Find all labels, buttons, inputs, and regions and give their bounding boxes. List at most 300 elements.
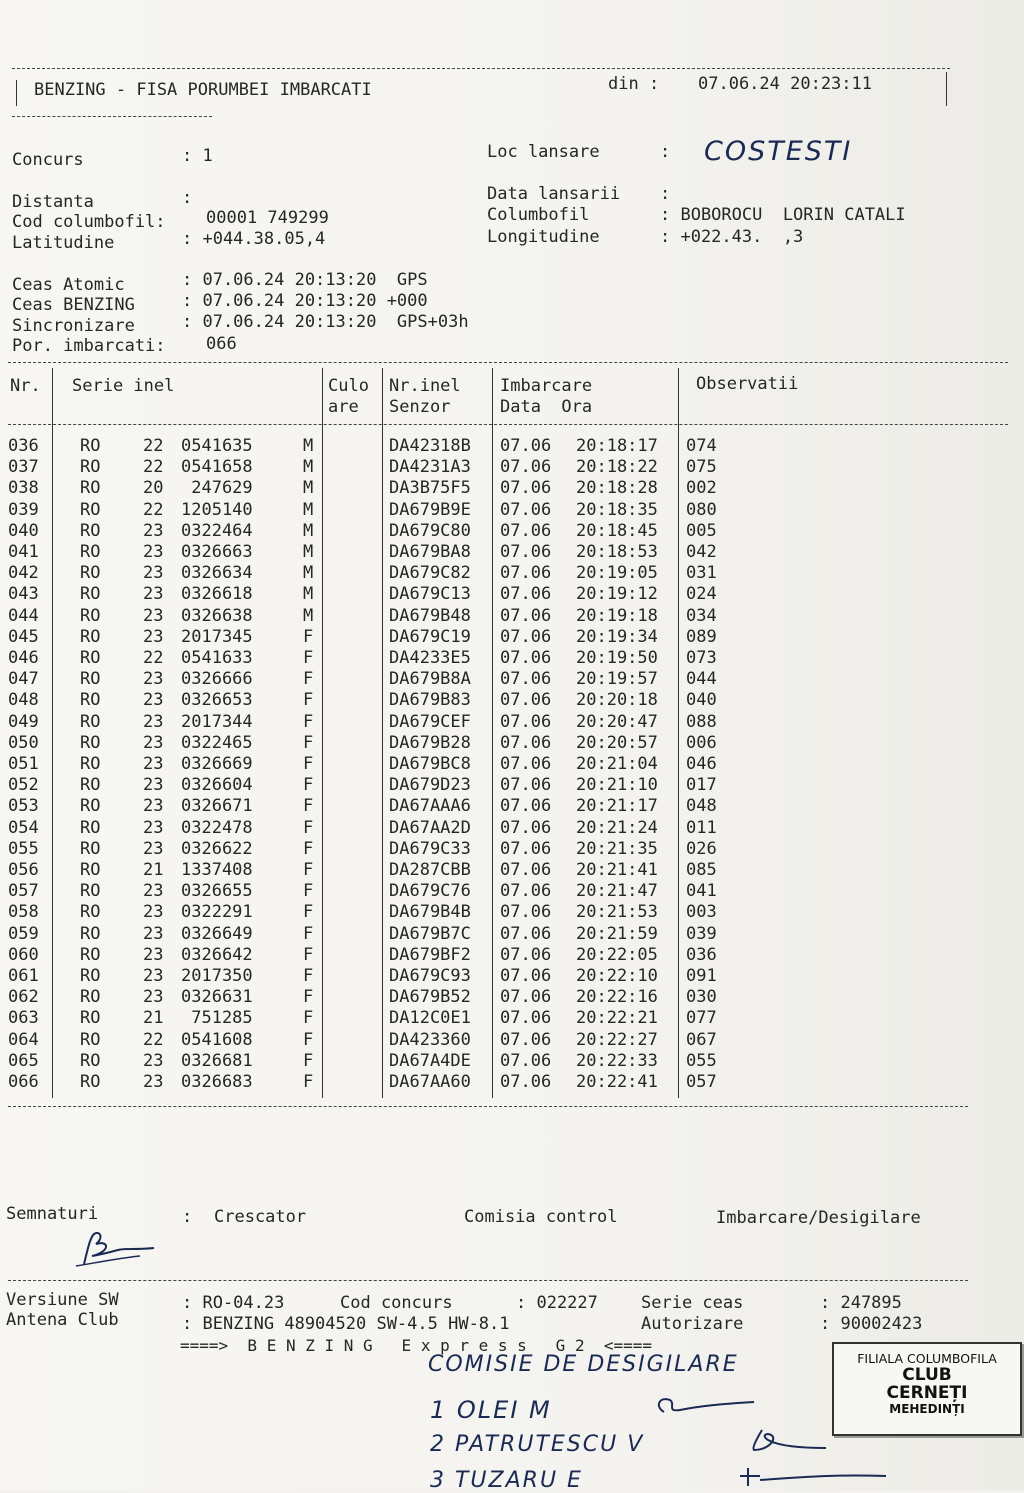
cell-sensor: DA679C33 [389,838,471,859]
cell-year: 23 [143,669,164,690]
cell-nr: 039 [8,499,39,520]
cell-sex: M [303,542,314,562]
cell-obs: 005 [686,520,717,541]
cell-date: 07.06 [500,1008,552,1029]
ceas-benzing-value: : 07.06.24 20:13:20 +000 [182,291,428,311]
ceas-benzing-label: Ceas BENZING [12,295,135,315]
loc-lansare-colon: : [660,142,671,162]
club-stamp [832,1342,1022,1436]
cell-date: 07.06 [500,711,552,732]
cell-year: 23 [143,838,164,859]
cell-ring: 0326683 [181,1072,253,1092]
table-row [0,1030,1024,1051]
table-row [0,436,1024,457]
table-row [0,690,1024,711]
cell-sex: M [303,436,314,456]
cell-sensor: DA679C93 [389,966,471,986]
cell-year: 23 [143,711,164,732]
table-row [0,1072,1024,1093]
table-header-rule [8,424,1008,425]
table-row [0,839,1024,860]
table-row [0,669,1024,690]
cell-nr: 063 [8,1008,39,1029]
columbofil-label: Columbofil [487,205,590,225]
data-lansarii-value: : [660,184,671,204]
cell-country: RO [80,1008,101,1029]
cell-date: 07.06 [500,902,552,923]
table-row [0,584,1024,605]
stamp-line-2: CLUB [902,1364,952,1385]
commission-member-2: 2 PATRUTESCU V [430,1432,645,1457]
cell-obs: 088 [686,711,717,732]
cell-year: 23 [143,775,164,796]
cell-sex: F [303,944,314,965]
cell-country: RO [80,499,101,520]
cell-year: 23 [143,944,164,965]
header-nrinel: Nr.inel [389,376,461,396]
cell-time: 20:18:45 [576,520,658,541]
cell-ring: 0326655 [181,881,253,902]
cell-time: 20:18:35 [576,499,658,520]
cell-obs: 034 [686,605,717,626]
cell-ring: 0326631 [181,987,253,1008]
cell-country: RO [80,1072,101,1092]
cell-country: RO [80,711,101,732]
table-row [0,902,1024,923]
cell-sensor: DA679C82 [389,563,471,584]
cell-nr: 055 [8,838,39,859]
antena-club-value: : BENZING 48904520 SW-4.5 HW-8.1 [182,1314,510,1334]
cell-sex: F [303,796,314,817]
cell-ring: 247629 [181,478,253,499]
cell-country: RO [80,648,101,668]
cell-time: 20:21:35 [576,838,658,859]
cell-sensor: DA679BF2 [389,944,471,965]
semnaturi-colon: : [182,1207,193,1227]
cell-date: 07.06 [500,605,552,626]
cell-sensor: DA679C19 [389,626,471,647]
cell-time: 20:22:21 [576,1008,658,1029]
cell-country: RO [80,1029,101,1050]
cell-year: 23 [143,584,164,605]
table-row [0,987,1024,1008]
cell-time: 20:19:50 [576,648,658,668]
cell-time: 20:22:27 [576,1029,658,1050]
cell-obs: 055 [686,1050,717,1071]
cell-date: 07.06 [500,1072,552,1092]
cell-nr: 040 [8,520,39,541]
cell-ring: 0541635 [181,436,253,456]
cell-time: 20:21:04 [576,754,658,774]
cell-date: 07.06 [500,881,552,902]
antena-club-label: Antena Club [6,1310,119,1330]
cell-obs: 041 [686,881,717,902]
table-row [0,754,1024,775]
cell-time: 20:20:47 [576,711,658,732]
cell-ring: 0326653 [181,690,253,711]
cell-country: RO [80,966,101,986]
cell-sex: F [303,669,314,690]
cell-date: 07.06 [500,690,552,711]
cell-country: RO [80,669,101,690]
cell-sex: F [303,1029,314,1050]
cell-ring: 0322465 [181,732,253,753]
concurs-label: Concurs [12,150,84,170]
cell-country: RO [80,902,101,923]
cell-sensor: DA287CBB [389,860,471,880]
cell-obs: 002 [686,478,717,499]
din-value: 07.06.24 20:23:11 [698,74,872,94]
cell-country: RO [80,457,101,478]
cell-sex: M [303,563,314,584]
cell-sensor: DA679B9E [389,499,471,520]
distanta-label: Distanta [12,192,94,212]
cell-ring: 0541633 [181,648,253,668]
cell-country: RO [80,754,101,774]
cell-nr: 056 [8,860,39,880]
cell-sensor: DA679B8A [389,669,471,690]
cell-nr: 047 [8,669,39,690]
autorizare-label: Autorizare [641,1314,744,1334]
cell-year: 23 [143,987,164,1008]
cell-country: RO [80,605,101,626]
cell-country: RO [80,520,101,541]
cell-year: 21 [143,860,164,880]
cell-nr: 036 [8,436,39,456]
cell-sensor: DA67A4DE [389,1050,471,1071]
cell-ring: 0541608 [181,1029,253,1050]
loc-lansare-handwritten: COSTESTI [704,136,853,167]
cell-time: 20:19:18 [576,605,658,626]
document-title: BENZING - FISA PORUMBEI IMBARCATI [34,80,372,100]
cell-sensor: DA423360 [389,1029,471,1050]
cell-obs: 011 [686,817,717,838]
table-row [0,521,1024,542]
cell-sensor: DA679B7C [389,923,471,944]
table-row [0,924,1024,945]
cell-country: RO [80,817,101,838]
cell-sensor: DA679B4B [389,902,471,923]
ceas-atomic-value: : 07.06.24 20:13:20 GPS [182,270,428,290]
cell-sensor: DA679CEF [389,711,471,732]
cell-obs: 044 [686,669,717,690]
table-row [0,796,1024,817]
cell-time: 20:19:34 [576,626,658,647]
cell-date: 07.06 [500,669,552,690]
cell-sex: F [303,690,314,711]
table-row [0,733,1024,754]
cell-obs: 039 [686,923,717,944]
ceas-atomic-label: Ceas Atomic [12,275,125,295]
cell-date: 07.06 [500,520,552,541]
cell-date: 07.06 [500,838,552,859]
cell-date: 07.06 [500,648,552,668]
cell-ring: 0326634 [181,563,253,584]
latitudine-label: Latitudine [12,233,115,253]
data-lansarii-label: Data lansarii [487,184,621,204]
cell-nr: 045 [8,626,39,647]
cod-columbofil-value: 00001 749299 [206,208,329,228]
cell-time: 20:22:05 [576,944,658,965]
cell-sex: F [303,1008,314,1029]
cell-nr: 051 [8,754,39,774]
header-imbarcare: Imbarcare [500,376,593,396]
table-row [0,606,1024,627]
cell-ring: 0326622 [181,838,253,859]
table-top-rule [8,362,1008,363]
table-row [0,500,1024,521]
cell-date: 07.06 [500,436,552,456]
cell-sex: F [303,987,314,1008]
latitudine-value: : +044.38.05,4 [182,229,326,249]
table-row [0,775,1024,796]
cell-nr: 042 [8,563,39,584]
cell-nr: 052 [8,775,39,796]
concurs-value: : 1 [182,146,213,166]
cell-year: 23 [143,626,164,647]
cell-date: 07.06 [500,775,552,796]
cell-ring: 2017344 [181,711,253,732]
cell-obs: 036 [686,944,717,965]
table-row [0,457,1024,478]
cell-ring: 0322464 [181,520,253,541]
cell-date: 07.06 [500,817,552,838]
cell-ring: 0322478 [181,817,253,838]
stamp-line-1: FILIALA COLUMBOFILA [857,1351,997,1366]
table-row [0,1008,1024,1029]
cell-ring: 0326663 [181,542,253,562]
cell-obs: 040 [686,690,717,711]
cell-country: RO [80,944,101,965]
cell-ring: 0326669 [181,754,253,774]
serie-ceas-label: Serie ceas [641,1293,744,1313]
cod-concurs-value: : 022227 [516,1293,598,1313]
cell-date: 07.06 [500,1050,552,1071]
header-data-ora: Data Ora [500,397,593,417]
comisie-handwritten: COMISIE DE DESIGILARE [428,1352,739,1377]
header-are: are [328,397,359,417]
table-row [0,818,1024,839]
cell-sensor: DA679C13 [389,584,471,605]
cell-country: RO [80,584,101,605]
crescator-label: Crescator [214,1207,307,1227]
cod-columbofil-label: Cod columbofil: [12,212,166,232]
commission-member-1: 1 OLEI M [430,1396,552,1424]
cell-year: 23 [143,923,164,944]
cell-obs: 091 [686,966,717,986]
cell-year: 22 [143,1029,164,1050]
cell-obs: 085 [686,860,717,880]
cell-year: 23 [143,1050,164,1071]
cell-ring: 0326666 [181,669,253,690]
table-row [0,881,1024,902]
cell-time: 20:22:10 [576,966,658,986]
cell-country: RO [80,796,101,817]
header-top-rule [12,68,950,69]
cell-date: 07.06 [500,796,552,817]
cell-obs: 031 [686,563,717,584]
cell-time: 20:22:33 [576,1050,658,1071]
columbofil-value: : BOBOROCU LORIN CATALI [660,205,906,225]
cell-time: 20:21:59 [576,923,658,944]
cell-sex: F [303,817,314,838]
cell-obs: 024 [686,584,717,605]
versiune-sw-value: : RO-04.23 [182,1293,285,1313]
longitudine-value: : +022.43. ,3 [660,227,804,247]
cell-ring: 0326649 [181,923,253,944]
cell-sex: M [303,457,314,478]
cell-sensor: DA3B75F5 [389,478,471,499]
cell-year: 22 [143,436,164,456]
cell-sensor: DA679BC8 [389,754,471,774]
cell-sensor: DA679BA8 [389,542,471,562]
cell-obs: 003 [686,902,717,923]
cell-nr: 064 [8,1029,39,1050]
cell-country: RO [80,626,101,647]
autorizare-value: : 90002423 [820,1314,923,1334]
cell-sex: F [303,754,314,774]
cell-time: 20:19:12 [576,584,658,605]
longitudine-label: Longitudine [487,227,600,247]
stamp-line-4: MEHEDINȚI [889,1402,965,1417]
cell-nr: 038 [8,478,39,499]
cod-concurs-label: Cod concurs [340,1293,453,1313]
cell-time: 20:22:16 [576,987,658,1008]
crescator-signature [70,1228,160,1272]
cell-date: 07.06 [500,478,552,499]
cell-country: RO [80,1050,101,1071]
loc-lansare-label: Loc lansare [487,142,600,162]
cell-sensor: DA42318B [389,436,471,456]
distanta-value: : [182,188,193,208]
table-row [0,627,1024,648]
cell-ring: 2017350 [181,966,253,986]
cell-sex: F [303,1050,314,1071]
cell-sensor: DA4231A3 [389,457,471,478]
member-2-signature [740,1426,830,1456]
cell-nr: 043 [8,584,39,605]
cell-time: 20:18:22 [576,457,658,478]
cell-date: 07.06 [500,923,552,944]
cell-nr: 066 [8,1072,39,1092]
cell-date: 07.06 [500,966,552,986]
cell-sensor: DA679C80 [389,520,471,541]
cell-nr: 046 [8,648,39,668]
cell-time: 20:22:41 [576,1072,658,1092]
cell-sex: M [303,584,314,605]
cell-year: 23 [143,605,164,626]
cell-sex: F [303,923,314,944]
cell-country: RO [80,436,101,456]
cell-date: 07.06 [500,1029,552,1050]
cell-year: 23 [143,690,164,711]
cell-year: 23 [143,966,164,986]
cell-nr: 050 [8,732,39,753]
cell-date: 07.06 [500,754,552,774]
cell-sex: F [303,626,314,647]
cell-sensor: DA4233E5 [389,648,471,668]
cell-sensor: DA679B52 [389,987,471,1008]
benzing-express-banner: ====> B E N Z I N G E x p r e s s G 2 <==== [180,1336,653,1355]
cell-obs: 067 [686,1029,717,1050]
cell-country: RO [80,732,101,753]
cell-date: 07.06 [500,542,552,562]
cell-time: 20:18:17 [576,436,658,456]
cell-date: 07.06 [500,499,552,520]
cell-country: RO [80,690,101,711]
table-row [0,966,1024,987]
cell-nr: 059 [8,923,39,944]
cell-date: 07.06 [500,563,552,584]
cell-year: 21 [143,1008,164,1029]
cell-sex: F [303,966,314,986]
cell-sex: F [303,860,314,880]
header-nr: Nr. [10,376,41,396]
cell-nr: 057 [8,881,39,902]
cell-year: 23 [143,1072,164,1092]
cell-obs: 089 [686,626,717,647]
cell-nr: 060 [8,944,39,965]
cell-date: 07.06 [500,626,552,647]
serie-ceas-value: : 247895 [820,1293,902,1313]
cell-year: 23 [143,542,164,562]
cell-nr: 037 [8,457,39,478]
cell-year: 20 [143,478,164,499]
cell-country: RO [80,563,101,584]
table-bottom-rule [8,1106,968,1107]
cell-time: 20:19:57 [576,669,658,690]
cell-sensor: DA679B28 [389,732,471,753]
cell-sex: M [303,499,314,520]
cell-country: RO [80,860,101,880]
cell-sensor: DA12C0E1 [389,1008,471,1029]
cell-time: 20:20:57 [576,732,658,753]
cell-ring: 0326604 [181,775,253,796]
cell-year: 23 [143,520,164,541]
cell-date: 07.06 [500,457,552,478]
cell-sex: M [303,605,314,626]
member-1-signature [650,1392,760,1422]
header-culo: Culo [328,376,369,396]
cell-ring: 0541658 [181,457,253,478]
cell-country: RO [80,987,101,1008]
cell-time: 20:21:10 [576,775,658,796]
cell-date: 07.06 [500,860,552,880]
cell-obs: 073 [686,648,717,668]
cell-sex: M [303,478,314,499]
cell-country: RO [80,923,101,944]
din-label: din : [608,74,660,94]
cell-time: 20:18:53 [576,542,658,562]
cell-time: 20:19:05 [576,563,658,584]
cell-obs: 057 [686,1072,717,1092]
cell-date: 07.06 [500,732,552,753]
cell-time: 20:21:53 [576,902,658,923]
cell-sensor: DA67AA60 [389,1072,471,1092]
table-row [0,648,1024,669]
cell-sensor: DA679B48 [389,605,471,626]
cell-obs: 046 [686,754,717,774]
por-imbarcati-value: 066 [206,334,237,354]
header-senzor: Senzor [389,397,451,417]
cell-sex: F [303,775,314,796]
cell-sensor: DA67AAA6 [389,796,471,817]
cell-time: 20:21:24 [576,817,658,838]
cell-obs: 075 [686,457,717,478]
cell-sensor: DA679C76 [389,881,471,902]
cell-ring: 0326618 [181,584,253,605]
cell-nr: 041 [8,542,39,562]
